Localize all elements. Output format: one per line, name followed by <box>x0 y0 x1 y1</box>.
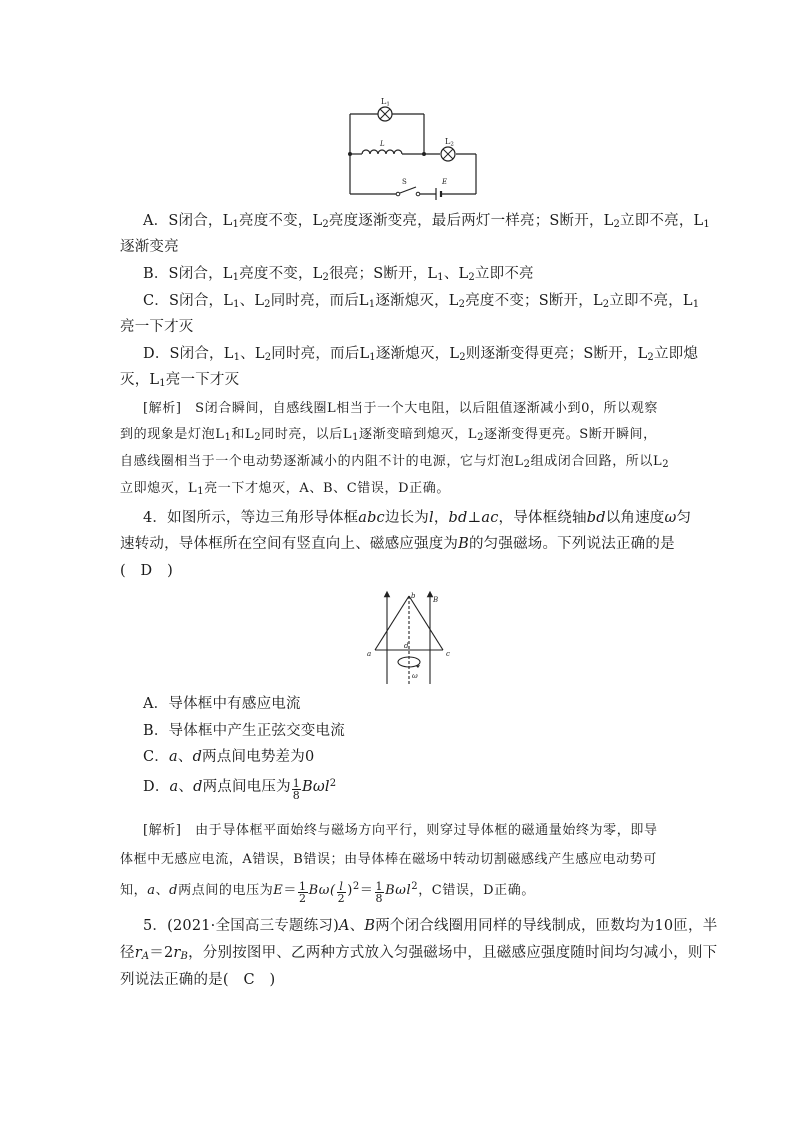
q4-option-b: B．导体框中产生正弦交变电流 <box>143 723 345 739</box>
q4-option-c: C．a、d两点间电势差为0 <box>143 749 315 765</box>
label-L2: L2 <box>445 137 454 148</box>
fraction-one-eighth: $\frac{1}{8}$ <box>292 777 300 802</box>
fig-label-b: b <box>411 592 416 600</box>
q4-option-a: A．导体框中有感应电流 <box>143 696 301 712</box>
fig-label-a: a <box>367 650 372 658</box>
q4-answer: ( D ) <box>120 563 173 579</box>
label-S: S <box>402 178 407 186</box>
fig-label-c: c <box>446 650 450 658</box>
q3-analysis-line3: 自感线圈相当于一个电动势逐渐减小的内阻不计的电源，它与灯泡$L_2$组成闭合回路，所以$L_2$ <box>120 454 670 470</box>
q4-analysis-line1: [解析] 由于导体框平面始终与磁场方向平行，则穿过导体框的磁通量始终为零，即导 <box>143 823 658 838</box>
q4-option-d: D．a、d两点间电压为 $\frac{1}{8}$ Bωl$^2$ <box>143 777 337 802</box>
q4-analysis-line2: 体框中无感应电流，A错误，B错误；由导体棒在磁场中转动切割磁感线产生感应电动势可 <box>120 852 657 867</box>
q3-option-c-line2: 亮一下才灭 <box>120 319 194 335</box>
label-E: E <box>442 178 448 186</box>
q3-option-c-line1: C．S闭合，$L_1$、$L_2$同时亮，而后$L_1$逐渐熄灭，$L_2$亮度不变；S断开，$L_2$立即不亮，$L_1$ <box>143 293 700 310</box>
label-L1: L1 <box>381 97 390 108</box>
fig-label-omega: ω <box>412 672 418 680</box>
bulb-L1-icon <box>378 107 392 121</box>
q4-analysis-line3: 知，a、d两点间的电压为E＝ $\frac{1}{2}$ Bω( $\frac{l}{2}$ )$^2$＝ $\frac{1}{8}$ Bωl$^2$，C错误，D正确。 <box>120 880 535 905</box>
fig-label-d: d <box>404 642 409 650</box>
q3-option-d-line1: D．S闭合，$L_1$、$L_2$同时亮，而后$L_1$逐渐熄灭，$L_2$则逐渐变得更亮；S断开，$L_2$立即熄 <box>143 346 699 363</box>
bulb-L2-icon <box>441 147 455 161</box>
q4-stem-line1: 4．如图所示，等边三角形导体框abc边长为l，bd⊥ac，导体框绕轴bd以角速度ω匀 <box>143 510 692 526</box>
q3-option-a-line1: A．S闭合，$L_1$亮度不变，$L_2$亮度逐渐变亮，最后两灯一样亮；S断开，$L_2$立即不亮，$L_1$ <box>143 213 710 230</box>
q5-stem-line2: 径$r_A=2r_B$，分别按图甲、乙两种方式放入匀强磁场中，且磁感应强度随时间均匀减小，则下 <box>120 945 718 962</box>
q3-option-b: B．S闭合，$L_1$亮度不变，$L_2$很亮；S断开，$L_1$、$L_2$立即不亮 <box>143 266 534 283</box>
q5-stem-line3: 列说法正确的是( C ) <box>120 972 276 988</box>
q3-analysis-line4: 立即熄灭，$L_1$亮一下才熄灭，A、B、C错误，D正确。 <box>120 481 450 497</box>
q3-option-a-line2: 逐渐变亮 <box>120 239 179 255</box>
label-L: L <box>380 140 385 148</box>
q3-analysis-line2: 到的现象是灯泡$L_1$和$L_2$同时亮，以后$L_1$逐渐变暗到熄灭，$L_2$逐渐变得更亮。S断开瞬间， <box>120 427 657 443</box>
circuit-diagram <box>340 92 490 202</box>
q3-option-d-line2: 灭，$L_1$亮一下才灭 <box>120 372 240 389</box>
q4-stem-line2: 速转动，导体框所在空间有竖直向上、磁感应强度为B的匀强磁场。下列说法正确的是 <box>120 536 675 552</box>
q3-analysis-line1: [解析] S闭合瞬间，自感线圈L相当于一个大电阻，以后阻值逐渐减小到0，所以观察 <box>143 401 658 416</box>
q5-stem-line1: 5．(2021·全国高三专题练习)A、B两个闭合线圈用同样的导线制成，匝数均为10匝，半 <box>143 918 718 934</box>
fig-label-B: B <box>433 596 439 604</box>
triangle-frame-diagram <box>342 588 464 688</box>
